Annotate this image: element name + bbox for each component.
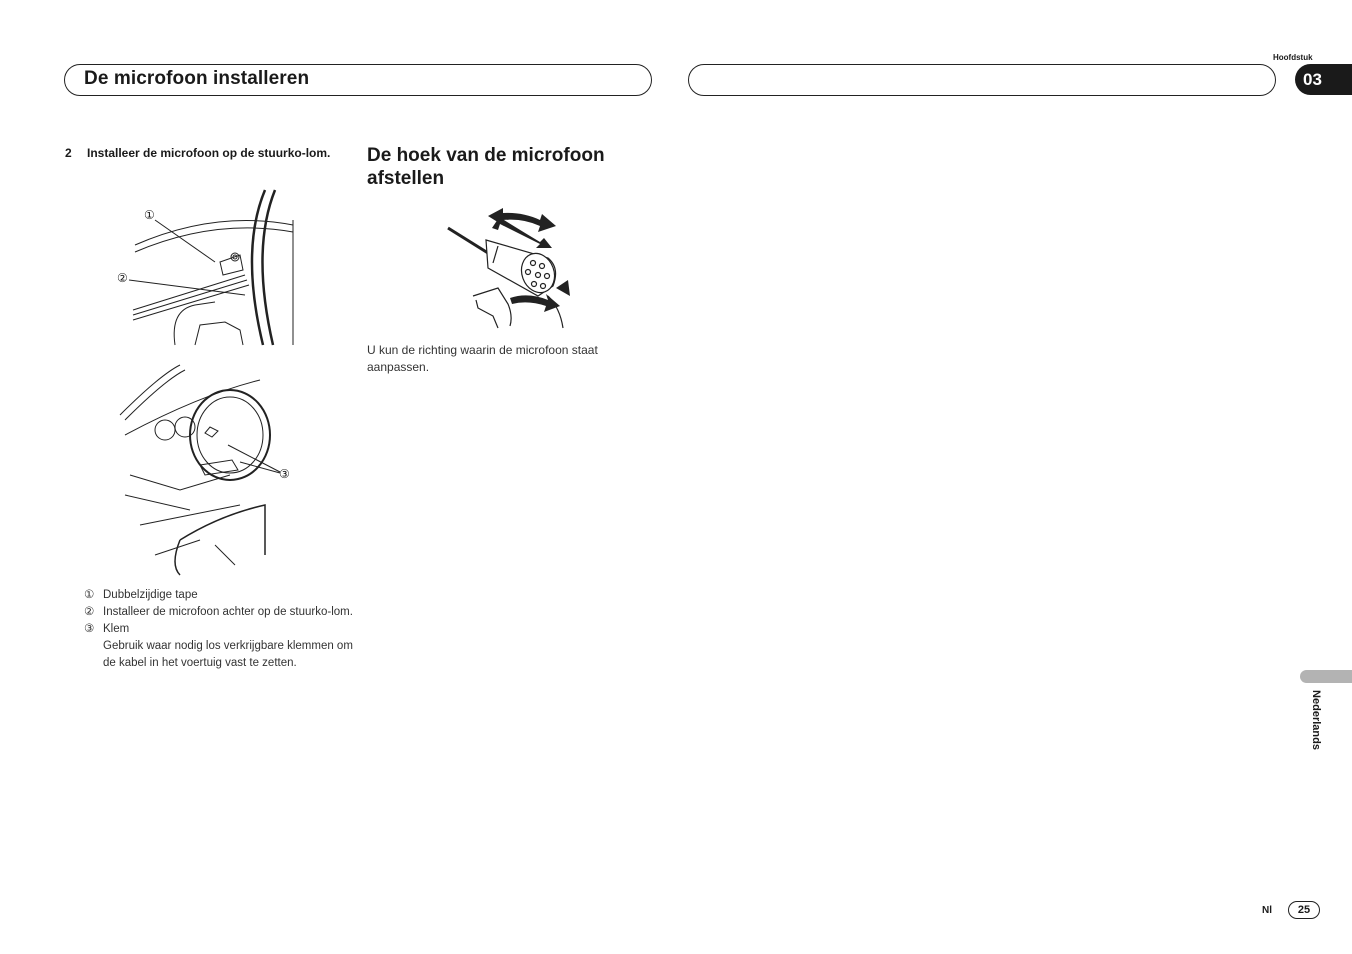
legend-list bbox=[84, 587, 354, 672]
legend-text: Klem bbox=[103, 623, 130, 635]
microphone-angle-illustration bbox=[448, 208, 573, 330]
subsection-heading: De hoek van de microfoon afstellen bbox=[367, 145, 605, 189]
step-instruction bbox=[65, 145, 335, 162]
legend-marker: ③ bbox=[84, 623, 95, 635]
chapter-number: 03 bbox=[1303, 69, 1322, 89]
page-number-badge bbox=[1288, 901, 1320, 919]
dashboard-illustration bbox=[120, 365, 300, 575]
callout-2: ② bbox=[117, 271, 128, 285]
legend-text: Installeer de microfoon achter op de stuurko-lom. bbox=[103, 606, 353, 618]
chapter-label: Hoofdstuk bbox=[1273, 53, 1313, 62]
legend-note: Gebruik waar nodig los verkrijgbare klemmen om de kabel in het voertuig vast te zetten. bbox=[103, 640, 353, 669]
legend-item bbox=[84, 604, 354, 621]
step-number: 2 bbox=[65, 146, 72, 160]
section-title: De microfoon installeren bbox=[84, 68, 310, 89]
language-label: Nederlands bbox=[1310, 690, 1322, 750]
steering-column-illustration bbox=[115, 190, 300, 350]
callout-3: ③ bbox=[279, 467, 290, 481]
legend-text: Dubbelzijdige tape bbox=[103, 589, 198, 601]
legend-item bbox=[84, 621, 354, 638]
header-frame-right bbox=[688, 64, 1276, 96]
callout-1: ① bbox=[144, 208, 155, 222]
language-tab bbox=[1300, 670, 1352, 683]
step-text: Installeer de microfoon op de stuurko-lom. bbox=[87, 146, 331, 160]
language-code: Nl bbox=[1262, 905, 1272, 916]
legend-item bbox=[84, 587, 354, 604]
body-paragraph: U kun de richting waarin de microfoon staat aanpassen. bbox=[367, 343, 598, 374]
page-number: 25 bbox=[1297, 904, 1311, 916]
chapter-tab bbox=[1295, 64, 1352, 95]
legend-marker: ② bbox=[84, 606, 95, 618]
legend-marker: ① bbox=[84, 589, 95, 601]
